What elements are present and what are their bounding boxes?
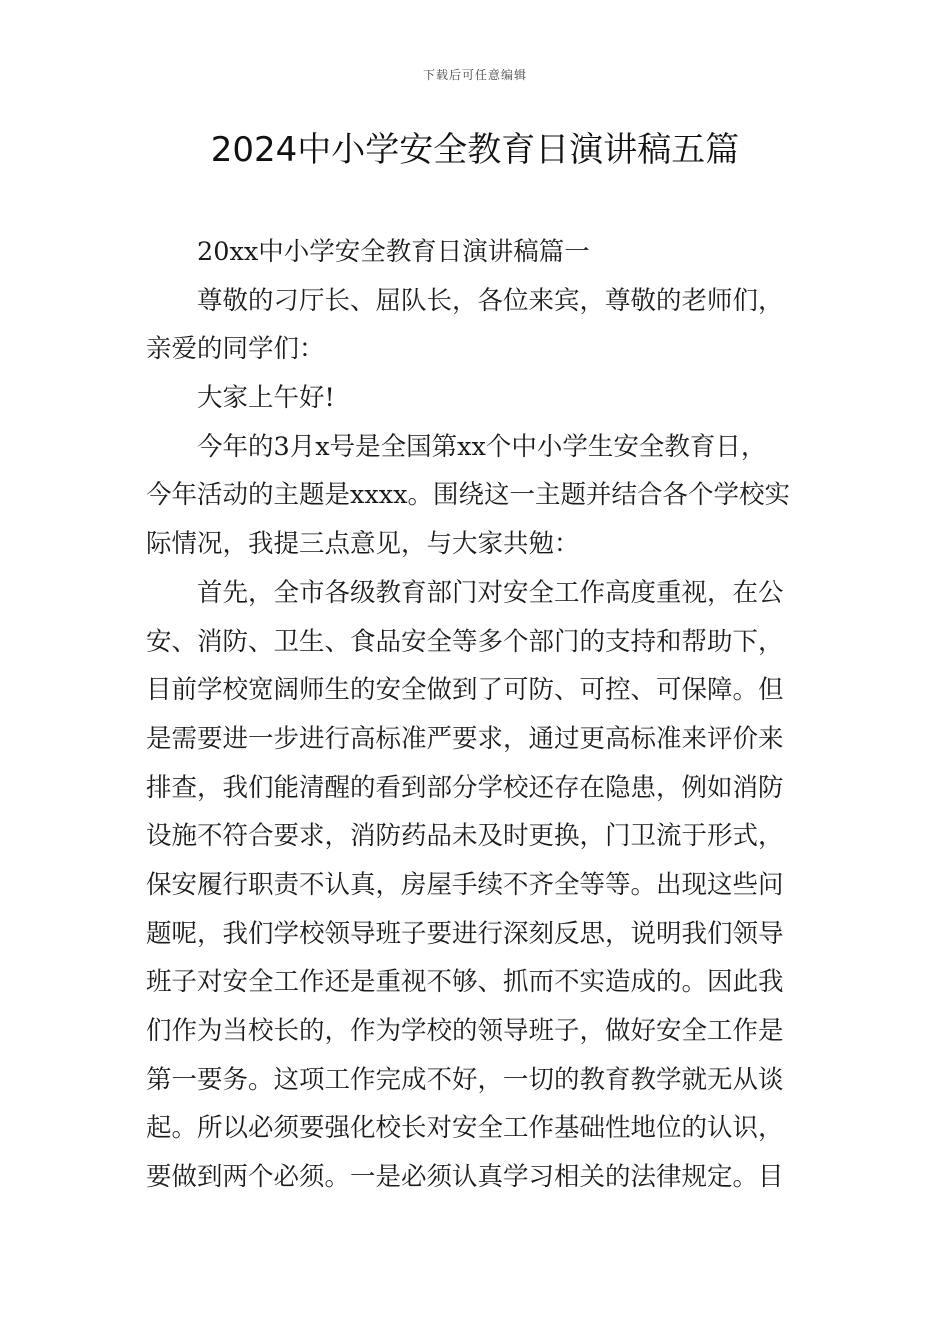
body-text-line: 20xx中小学安全教育日演讲稿篇一 [197,237,590,267]
body-text-line: 班子对安全工作还是重视不够、抓而不实造成的。因此我 [146,967,784,998]
body-text-line: 今年活动的主题是xxxx。围绕这一主题并结合各个学校实 [146,480,791,511]
body-text-line: 目前学校宽阔师生的安全做到了可防、可控、可保障。但 [146,675,784,706]
body-text-line: 际情况，我提三点意见，与大家共勉： [146,529,580,560]
body-text-line: 们作为当校长的，作为学校的领导班子，做好安全工作是 [146,1016,784,1046]
page-header-note: 下载后可任意编辑 [422,68,527,82]
document-body [146,228,808,1202]
body-text-line: 是需要进一步进行高标准严要求，通过更高标准来评价来 [146,723,784,754]
body-text-line: 设施不符合要求，消防药品未及时更换，门卫流于形式， [146,821,784,852]
body-text-line: 起。所以必须要强化校长对安全工作基础性地位的认识， [146,1113,784,1144]
body-text-line: 大家上午好! [197,383,335,414]
body-text-line: 首先，全市各级教育部门对安全工作高度重视，在公 [197,577,784,608]
body-text-line: 第一要务。这项工作完成不好，一切的教育教学就无从谈 [146,1064,784,1095]
body-text-line: 要做到两个必须。一是必须认真学习相关的法律规定。目 [146,1162,784,1193]
document-title: 2024中小学安全教育日演讲稿五篇 [210,130,740,170]
body-text-line: 安、消防、卫生、食品安全等多个部门的支持和帮助下， [146,626,784,657]
body-text-line: 保安履行职责不认真，房屋手续不齐全等等。出现这些问 [146,869,784,900]
body-text-line: 今年的3月x号是全国第xx个中小学生安全教育日， [197,431,767,462]
body-text-line: 尊敬的刁厅长、屈队长，各位来宾，尊敬的老师们， [197,285,784,316]
body-text-line: 排查，我们能清醒的看到部分学校还存在隐患，例如消防 [146,772,784,803]
body-text-line: 题呢，我们学校领导班子要进行深刻反思，说明我们领导 [146,918,784,949]
body-text-line: 亲爱的同学们： [146,334,325,365]
